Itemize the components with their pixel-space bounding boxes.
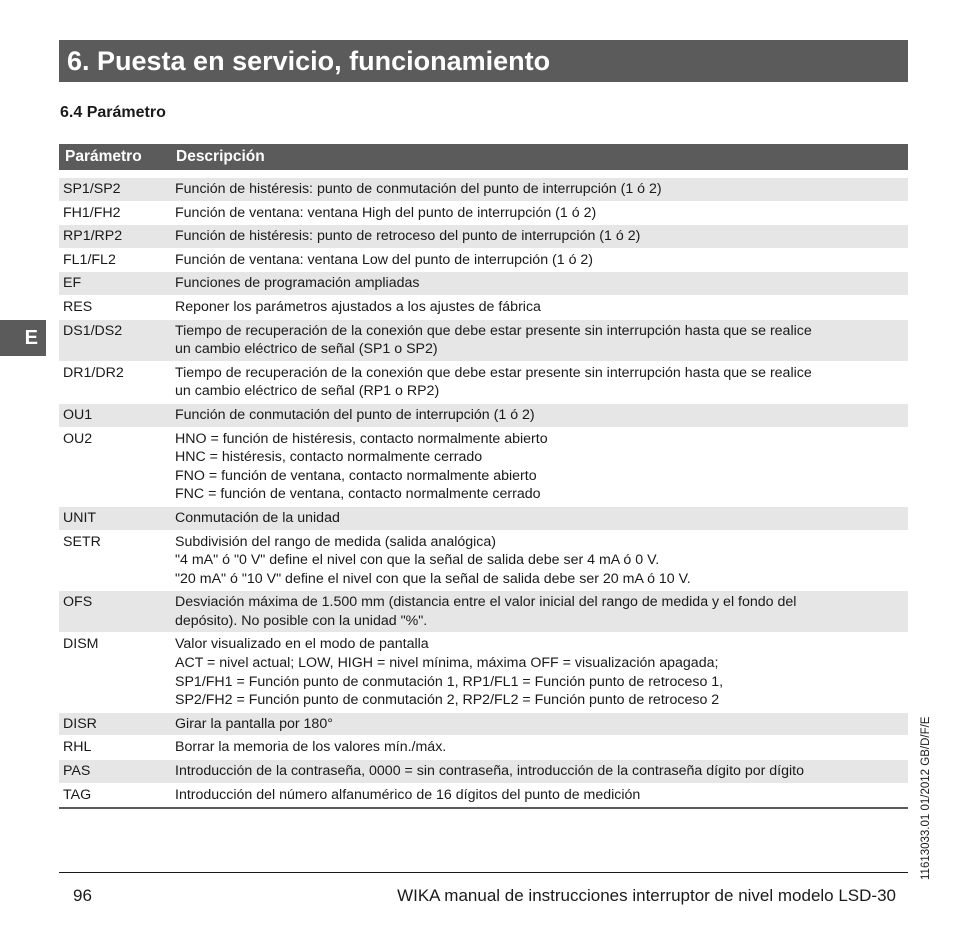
description-line: Valor visualizado en el modo de pantalla <box>175 636 429 653</box>
description-line: FNC = función de ventana, contacto normalmente cerrado <box>175 486 541 503</box>
table-row <box>59 428 908 507</box>
table-row <box>59 736 908 760</box>
column-header-description: Descripción <box>176 148 265 165</box>
table-row <box>59 272 908 296</box>
description-line: Introducción del número alfanumérico de 16 dígitos del punto de medición <box>175 786 641 803</box>
parameter-cell: RP1/RP2 <box>63 228 123 245</box>
description-cell <box>175 274 908 293</box>
parameter-cell: FL1/FL2 <box>63 251 116 268</box>
description-line: Función de ventana: ventana Low del punto de interrupción (1 ó 2) <box>175 251 594 268</box>
document-code: 11613033.01 01/2012 GB/D/F/E <box>920 716 932 880</box>
description-line: un cambio eléctrico de señal (SP1 o SP2) <box>175 341 438 358</box>
section-heading: 6.4 Parámetro <box>60 104 166 121</box>
parameter-cell: SETR <box>63 533 101 550</box>
description-line: Función de ventana: ventana High del punto de interrupción (1 ó 2) <box>175 204 597 221</box>
description-cell <box>175 430 908 504</box>
table-row <box>59 296 908 320</box>
description-cell <box>175 406 908 425</box>
description-cell <box>175 738 908 757</box>
parameter-cell: UNIT <box>63 509 97 526</box>
description-cell <box>175 322 908 359</box>
description-line: Borrar la memoria de los valores mín./máx. <box>175 739 447 756</box>
description-cell <box>175 509 908 528</box>
description-line: Conmutación de la unidad <box>175 509 340 526</box>
table-row <box>59 225 908 249</box>
table-row <box>59 713 908 737</box>
description-line: HNO = función de histéresis, contacto normalmente abierto <box>175 430 548 447</box>
description-cell <box>175 715 908 734</box>
parameter-cell: EF <box>63 275 82 292</box>
footer-title: WIKA manual de instrucciones interruptor de nivel modelo LSD-30 <box>397 886 896 905</box>
parameter-cell: OU1 <box>63 406 93 423</box>
description-cell <box>175 298 908 317</box>
description-line: Función de histéresis: punto de retroceso del punto de interrupción (1 ó 2) <box>175 228 641 245</box>
description-cell <box>175 593 908 630</box>
description-line: SP2/FH2 = Función punto de conmutación 2, RP2/FL2 = Función punto de retroceso 2 <box>175 692 720 709</box>
table-row <box>59 362 908 404</box>
table-row <box>59 320 908 362</box>
description-line: Función de histéresis: punto de conmutación del punto de interrupción (1 ó 2) <box>175 181 662 197</box>
description-line: Tiempo de recuperación de la conexión que debe estar presente sin interrupción hasta que se realice <box>175 322 812 339</box>
description-line: un cambio eléctrico de señal (RP1 o RP2) <box>175 383 440 400</box>
table-row <box>59 404 908 428</box>
table-row <box>59 633 908 712</box>
parameter-cell: OU2 <box>63 430 93 447</box>
description-cell <box>175 364 908 401</box>
page-number: 96 <box>73 886 92 905</box>
description-line: Tiempo de recuperación de la conexión que debe estar presente sin interrupción hasta que se realice <box>175 364 812 381</box>
table-row <box>59 178 908 202</box>
description-line: Función de conmutación del punto de interrupción (1 ó 2) <box>175 406 535 423</box>
table-row <box>59 531 908 592</box>
parameter-cell: DS1/DS2 <box>63 322 123 339</box>
table-row <box>59 507 908 531</box>
table-row <box>59 591 908 633</box>
description-line: "20 mA" ó "10 V" define el nivel con que la señal de salida debe ser 20 mA ó 10 V. <box>175 570 691 587</box>
description-cell <box>175 227 908 246</box>
description-cell <box>175 762 908 781</box>
table-row <box>59 760 908 784</box>
description-line: Funciones de programación ampliadas <box>175 275 420 292</box>
description-line: depósito). No posible con la unidad "%". <box>175 612 428 629</box>
footer-divider <box>59 872 908 873</box>
parameter-cell: SP1/SP2 <box>63 181 121 197</box>
parameter-cell: PAS <box>63 763 91 780</box>
parameter-cell: DISR <box>63 715 97 732</box>
parameter-cell: OFS <box>63 594 93 611</box>
column-header-parameter: Parámetro <box>65 148 142 165</box>
description-line: Reponer los parámetros ajustados a los ajustes de fábrica <box>175 298 541 315</box>
description-line: HNC = histéresis, contacto normalmente cerrado <box>175 449 483 466</box>
table-row <box>59 784 908 808</box>
parameter-cell: FH1/FH2 <box>63 204 121 221</box>
description-cell <box>175 204 908 223</box>
parameter-cell: DISM <box>63 636 99 653</box>
description-line: Desviación máxima de 1.500 mm (distancia entre el valor inicial del rango de medida y el fondo del <box>175 594 797 611</box>
table-row <box>59 249 908 273</box>
description-line: "4 mA" ó "0 V" define el nivel con que la señal de salida debe ser 4 mA ó 0 V. <box>175 552 660 569</box>
description-cell <box>175 635 908 709</box>
parameter-cell: RHL <box>63 739 92 756</box>
table-header <box>59 144 908 170</box>
table-row <box>59 202 908 226</box>
page-title: 6. Puesta en servicio, funcionamiento <box>59 40 908 82</box>
parameter-cell: RES <box>63 298 93 315</box>
parameter-table <box>59 144 908 809</box>
language-tab: E <box>0 320 46 356</box>
description-cell <box>175 251 908 270</box>
description-line: Girar la pantalla por 180° <box>175 715 333 732</box>
parameter-cell: TAG <box>63 786 92 803</box>
description-cell <box>175 533 908 589</box>
description-line: FNO = función de ventana, contacto normalmente abierto <box>175 467 537 484</box>
description-line: SP1/FH1 = Función punto de conmutación 1, RP1/FL1 = Función punto de retroceso 1, <box>175 673 724 690</box>
description-cell <box>175 180 908 199</box>
description-line: Introducción de la contraseña, 0000 = sin contraseña, introducción de la contraseña dígito por dígito <box>175 763 804 780</box>
description-cell <box>175 786 908 805</box>
table-body <box>59 178 908 807</box>
description-line: ACT = nivel actual; LOW, HIGH = nivel mínima, máxima OFF = visualización apagada; <box>175 655 719 672</box>
parameter-cell: DR1/DR2 <box>63 364 124 381</box>
description-line: Subdivisión del rango de medida (salida analógica) <box>175 533 496 550</box>
table-bottom-rule <box>59 807 908 809</box>
